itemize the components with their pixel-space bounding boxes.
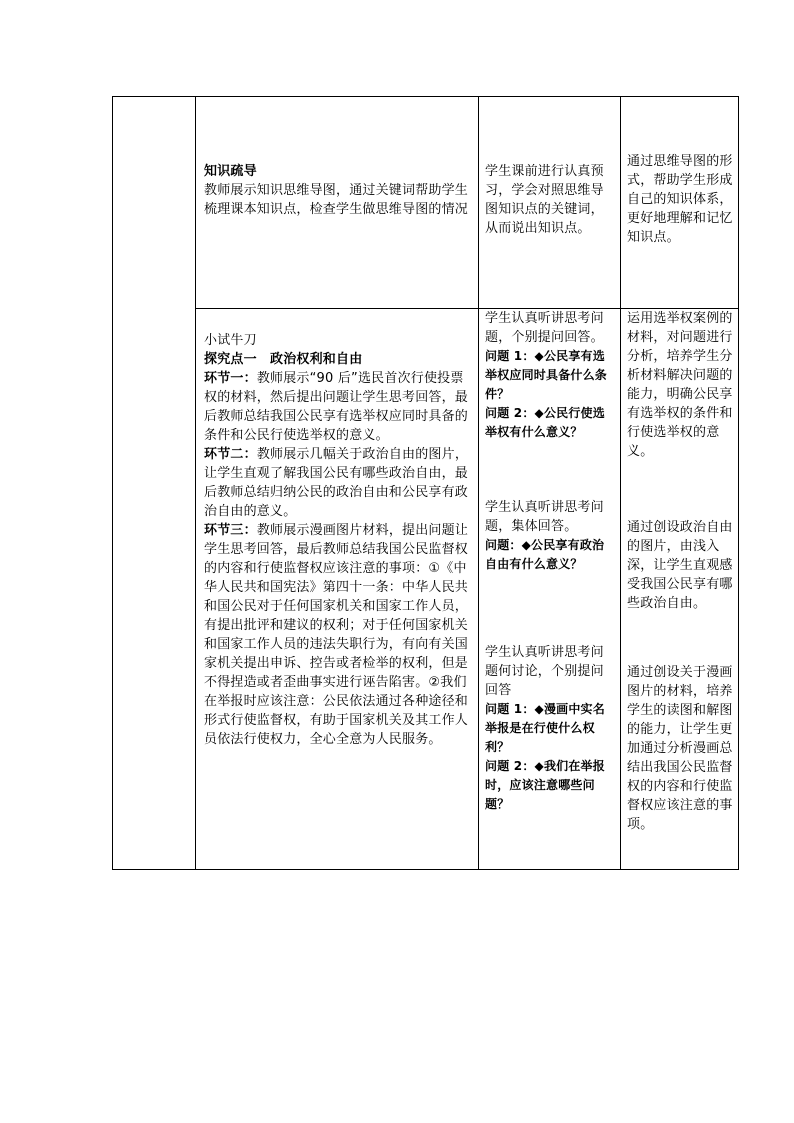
explore-title: 探究点一 政治权利和自由 <box>204 352 363 367</box>
question: 问题：◆公民享有政治自由有什么意义？ <box>485 538 605 571</box>
intent-block3-text: 通过创设关于漫画图片的材料，培养学生的读图和解图的能力，让学生更加通过分析漫画总结出我国公民监督权的内容和行使监督权应该注意的事项。 <box>627 665 733 832</box>
link2-paragraph <box>204 445 472 521</box>
link3-paragraph <box>204 521 472 749</box>
student-block2-text: 学生认真听讲思考问题，集体回答。 <box>485 500 604 534</box>
column-divider <box>478 97 479 869</box>
row2-content-cell <box>204 331 472 749</box>
link1-label: 环节一： <box>204 371 257 386</box>
link1-text: 教师展示“90 后”选民首次行使投票权的材料，然后提出问题让学生思考回答，最后教师总结我国公民享有选举权应同时具备的条件和公民行使选举权的意义。 <box>204 371 469 443</box>
row1-intent-cell <box>627 152 735 247</box>
section-title: 小试牛刀 <box>204 333 257 348</box>
design-intent-text: 通过思维导图的形式，帮助学生形成自己的知识体系，更好地理解和记忆知识点。 <box>627 154 733 245</box>
intent-block2-text: 通过创设政治自由的图片，由浅入深，让学生直观感受我国公民享有哪些政治自由。 <box>627 520 733 611</box>
question-1: 问题 1：◆公民享有选举权应同时具备什么条件？ <box>485 349 608 401</box>
student-block1-text: 学生认真听讲思考问题，个别提问回答。 <box>485 311 604 345</box>
link3-label: 环节三： <box>204 523 257 538</box>
knowledge-text: 教师展示知识思维导图，通过关键词帮助学生梳理课本知识点，检查学生做思维导图的情况 <box>204 183 469 217</box>
question-2: 问题 2：◆公民行使选举权有什么意义？ <box>485 406 605 439</box>
row2-student-block2 <box>485 498 615 574</box>
row2-intent-block3 <box>627 663 735 834</box>
knowledge-title: 知识疏导 <box>204 164 257 179</box>
row1-student-cell <box>485 162 615 238</box>
student-block3-text: 学生认真听讲思考问题何讨论，个别提问回答 <box>485 645 604 698</box>
intent-block1-text: 运用选举权案例的材料，对问题进行分析，培养学生分析材料解决问题的能力，明确公民享有选举权的条件和行使选举权的意义。 <box>627 311 733 459</box>
row2-student-block3 <box>485 643 615 814</box>
link3-text: 教师展示漫画图片材料，提出问题让学生思考回答，最后教师总结我国公民监督权的内容和行使监督权应该注意的事项：①《中华人民共和国宪法》第四十一条：中华人民共和国公民对于任何国家机关和国家工作人员，有提出批评和建议的权利；对于任何国家机关和国家工作人员的违法失职行为，有向有关国家机关提出申诉、控告或者检举的权利，但是不得捏造或者歪曲事实进行诬告陷害。②我们在举报时应该注意：公民依法通过各种途径和形式行使监督权，有助于国家机关及其工作人员依法行使权力，全心全意为人民服务。 <box>204 523 469 747</box>
column-divider <box>195 97 196 869</box>
link2-text: 教师展示几幅关于政治自由的图片，让学生直观了解我国公民有哪些政治自由，最后教师总结归纳公民的政治自由和公民享有政治自由的意义。 <box>204 447 469 519</box>
student-activity-text: 学生课前进行认真预习，学会对照思维导图知识点的关键词，从而说出知识点。 <box>485 164 604 236</box>
link1-paragraph <box>204 369 472 445</box>
column-divider <box>620 97 621 869</box>
lesson-table <box>112 96 739 870</box>
link2-label: 环节二： <box>204 447 257 462</box>
row2-student-block1 <box>485 309 615 442</box>
row2-intent-block2 <box>627 518 735 613</box>
row2-intent-block1 <box>627 309 735 461</box>
question-2: 问题 2：◆我们在举报时，应该注意哪些问题？ <box>485 759 605 811</box>
row1-content-cell <box>204 162 472 219</box>
question-1: 问题 1：◆漫画中实名举报是在行使什么权利？ <box>485 702 605 754</box>
